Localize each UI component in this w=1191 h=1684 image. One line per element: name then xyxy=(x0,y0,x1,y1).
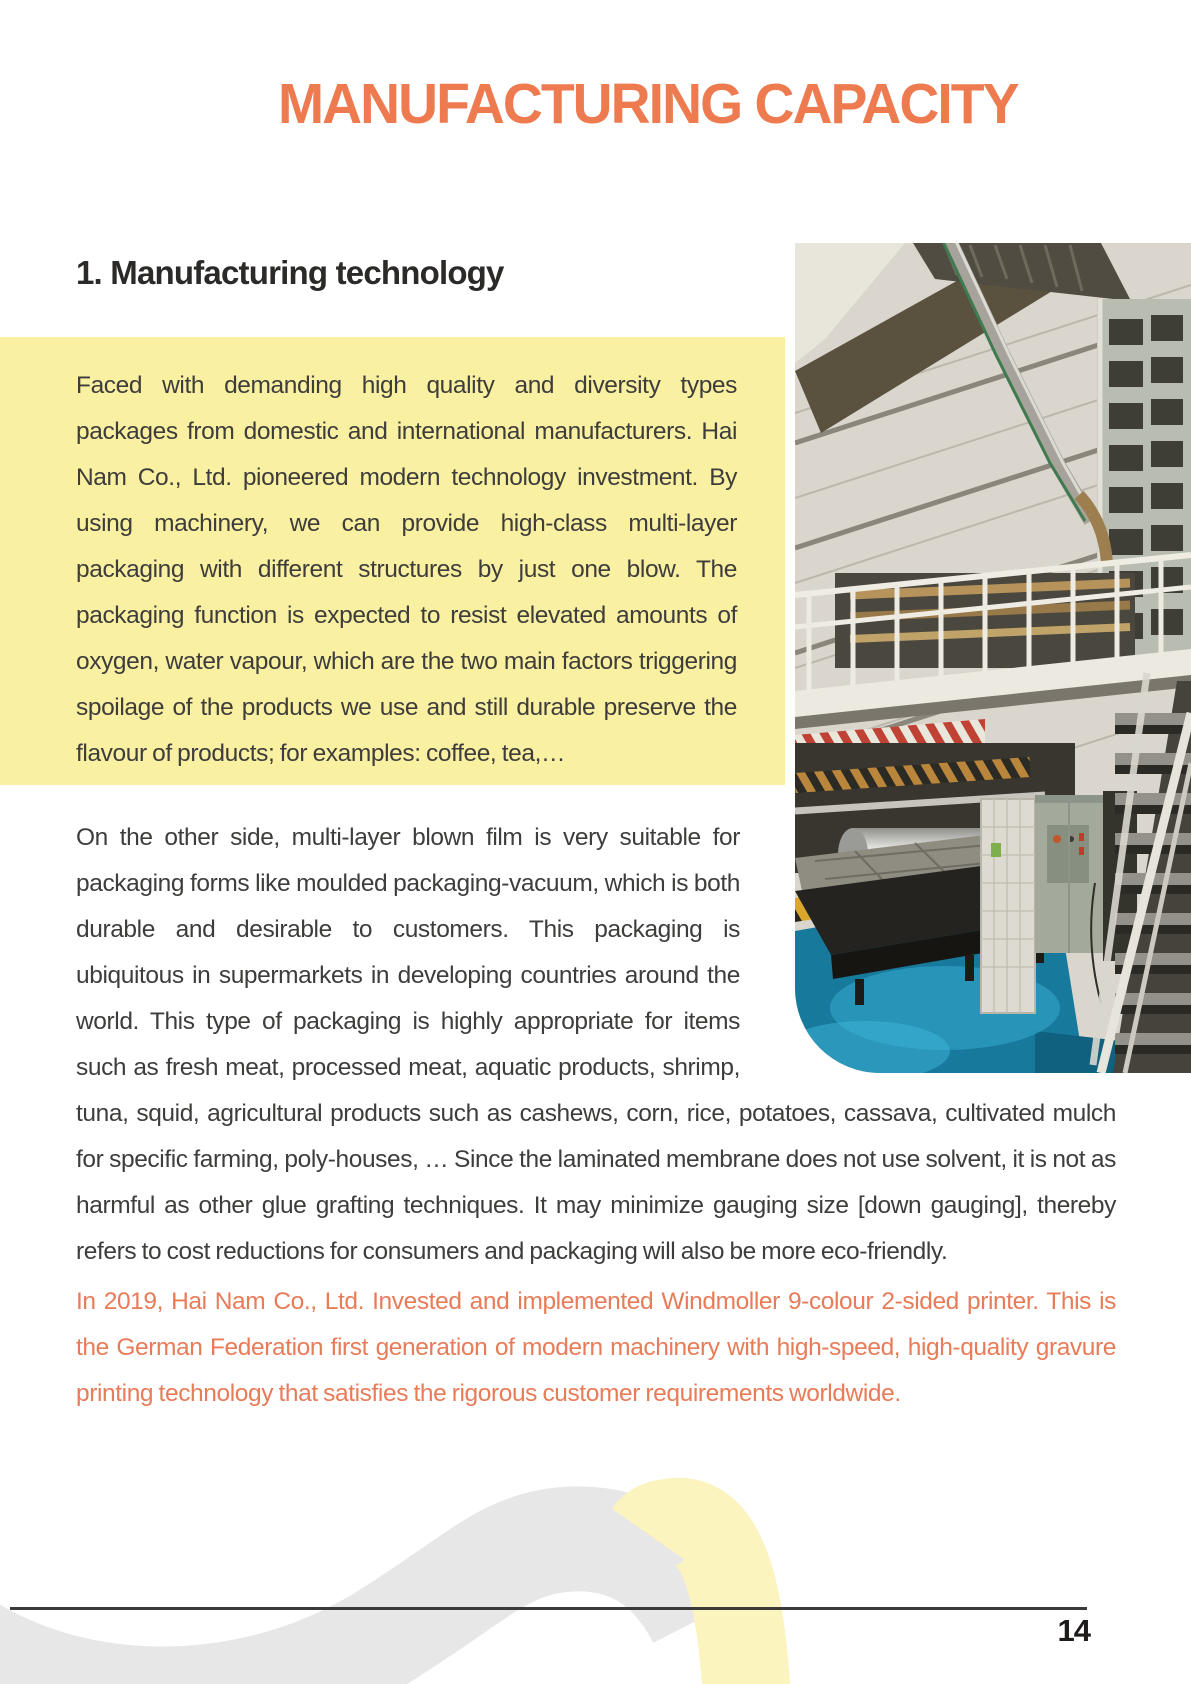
factory-photo-illustration xyxy=(795,243,1191,1073)
page-number: 14 xyxy=(1057,1613,1090,1648)
swoosh-gray-ribbon xyxy=(0,1539,700,1684)
article-content xyxy=(0,243,1191,1417)
footer-rule xyxy=(10,1607,1087,1610)
factory-photo xyxy=(795,243,1191,1073)
swoosh-decoration xyxy=(0,1384,1191,1684)
swoosh-yellow-ribbon xyxy=(648,1522,749,1684)
highlight-block xyxy=(0,337,785,785)
body-paragraph: On the other side, multi-layer blown film is very suitable for packaging forms like moulded packaging-vacuum, which is both durable and desirable to customers. This packaging is ubiquitous in supermarkets in developing countries around the world. This type of packaging is highly appropriate for items such as fresh meat, processed meat, aquatic products, shrimp, tuna, squid, agricultural products such as cashews, corn, rice, potatoes, cassava, cultivated mulch for specific farming, poly-houses, … Since the laminated membrane does not use solvent, it is not as harmful as other glue grafting techniques. It may minimize gauging size [down gauging], thereby refers to cost reductions for consumers and packaging will also be more eco-friendly. xyxy=(76,824,1116,1265)
accent-paragraph: In 2019, Hai Nam Co., Ltd. Invested and implemented Windmoller 9-colour 2-sided printer. This is the German Federation first generation of modern machinery with high-speed, high-quality gravure printing technology that satisfies the rigorous customer requirements worldwide. xyxy=(76,1288,1116,1407)
highlight-paragraph: Faced with demanding high quality and diversity types packages from domestic and international manufacturers. Hai Nam Co., Ltd. pioneered modern technology investment. By using machinery, we can provide high-class multi-layer packaging with different structures by just one blow. The packaging function is expected to resist elevated amounts of oxygen, water vapour, which are the two main factors triggering spoilage of the products we use and still durable preserve the flavour of products; for examples: coffee, tea,… xyxy=(76,372,737,767)
section-heading: 1. Manufacturing technology xyxy=(76,254,504,291)
page-title: MANUFACTURING CAPACITY xyxy=(278,72,1018,136)
